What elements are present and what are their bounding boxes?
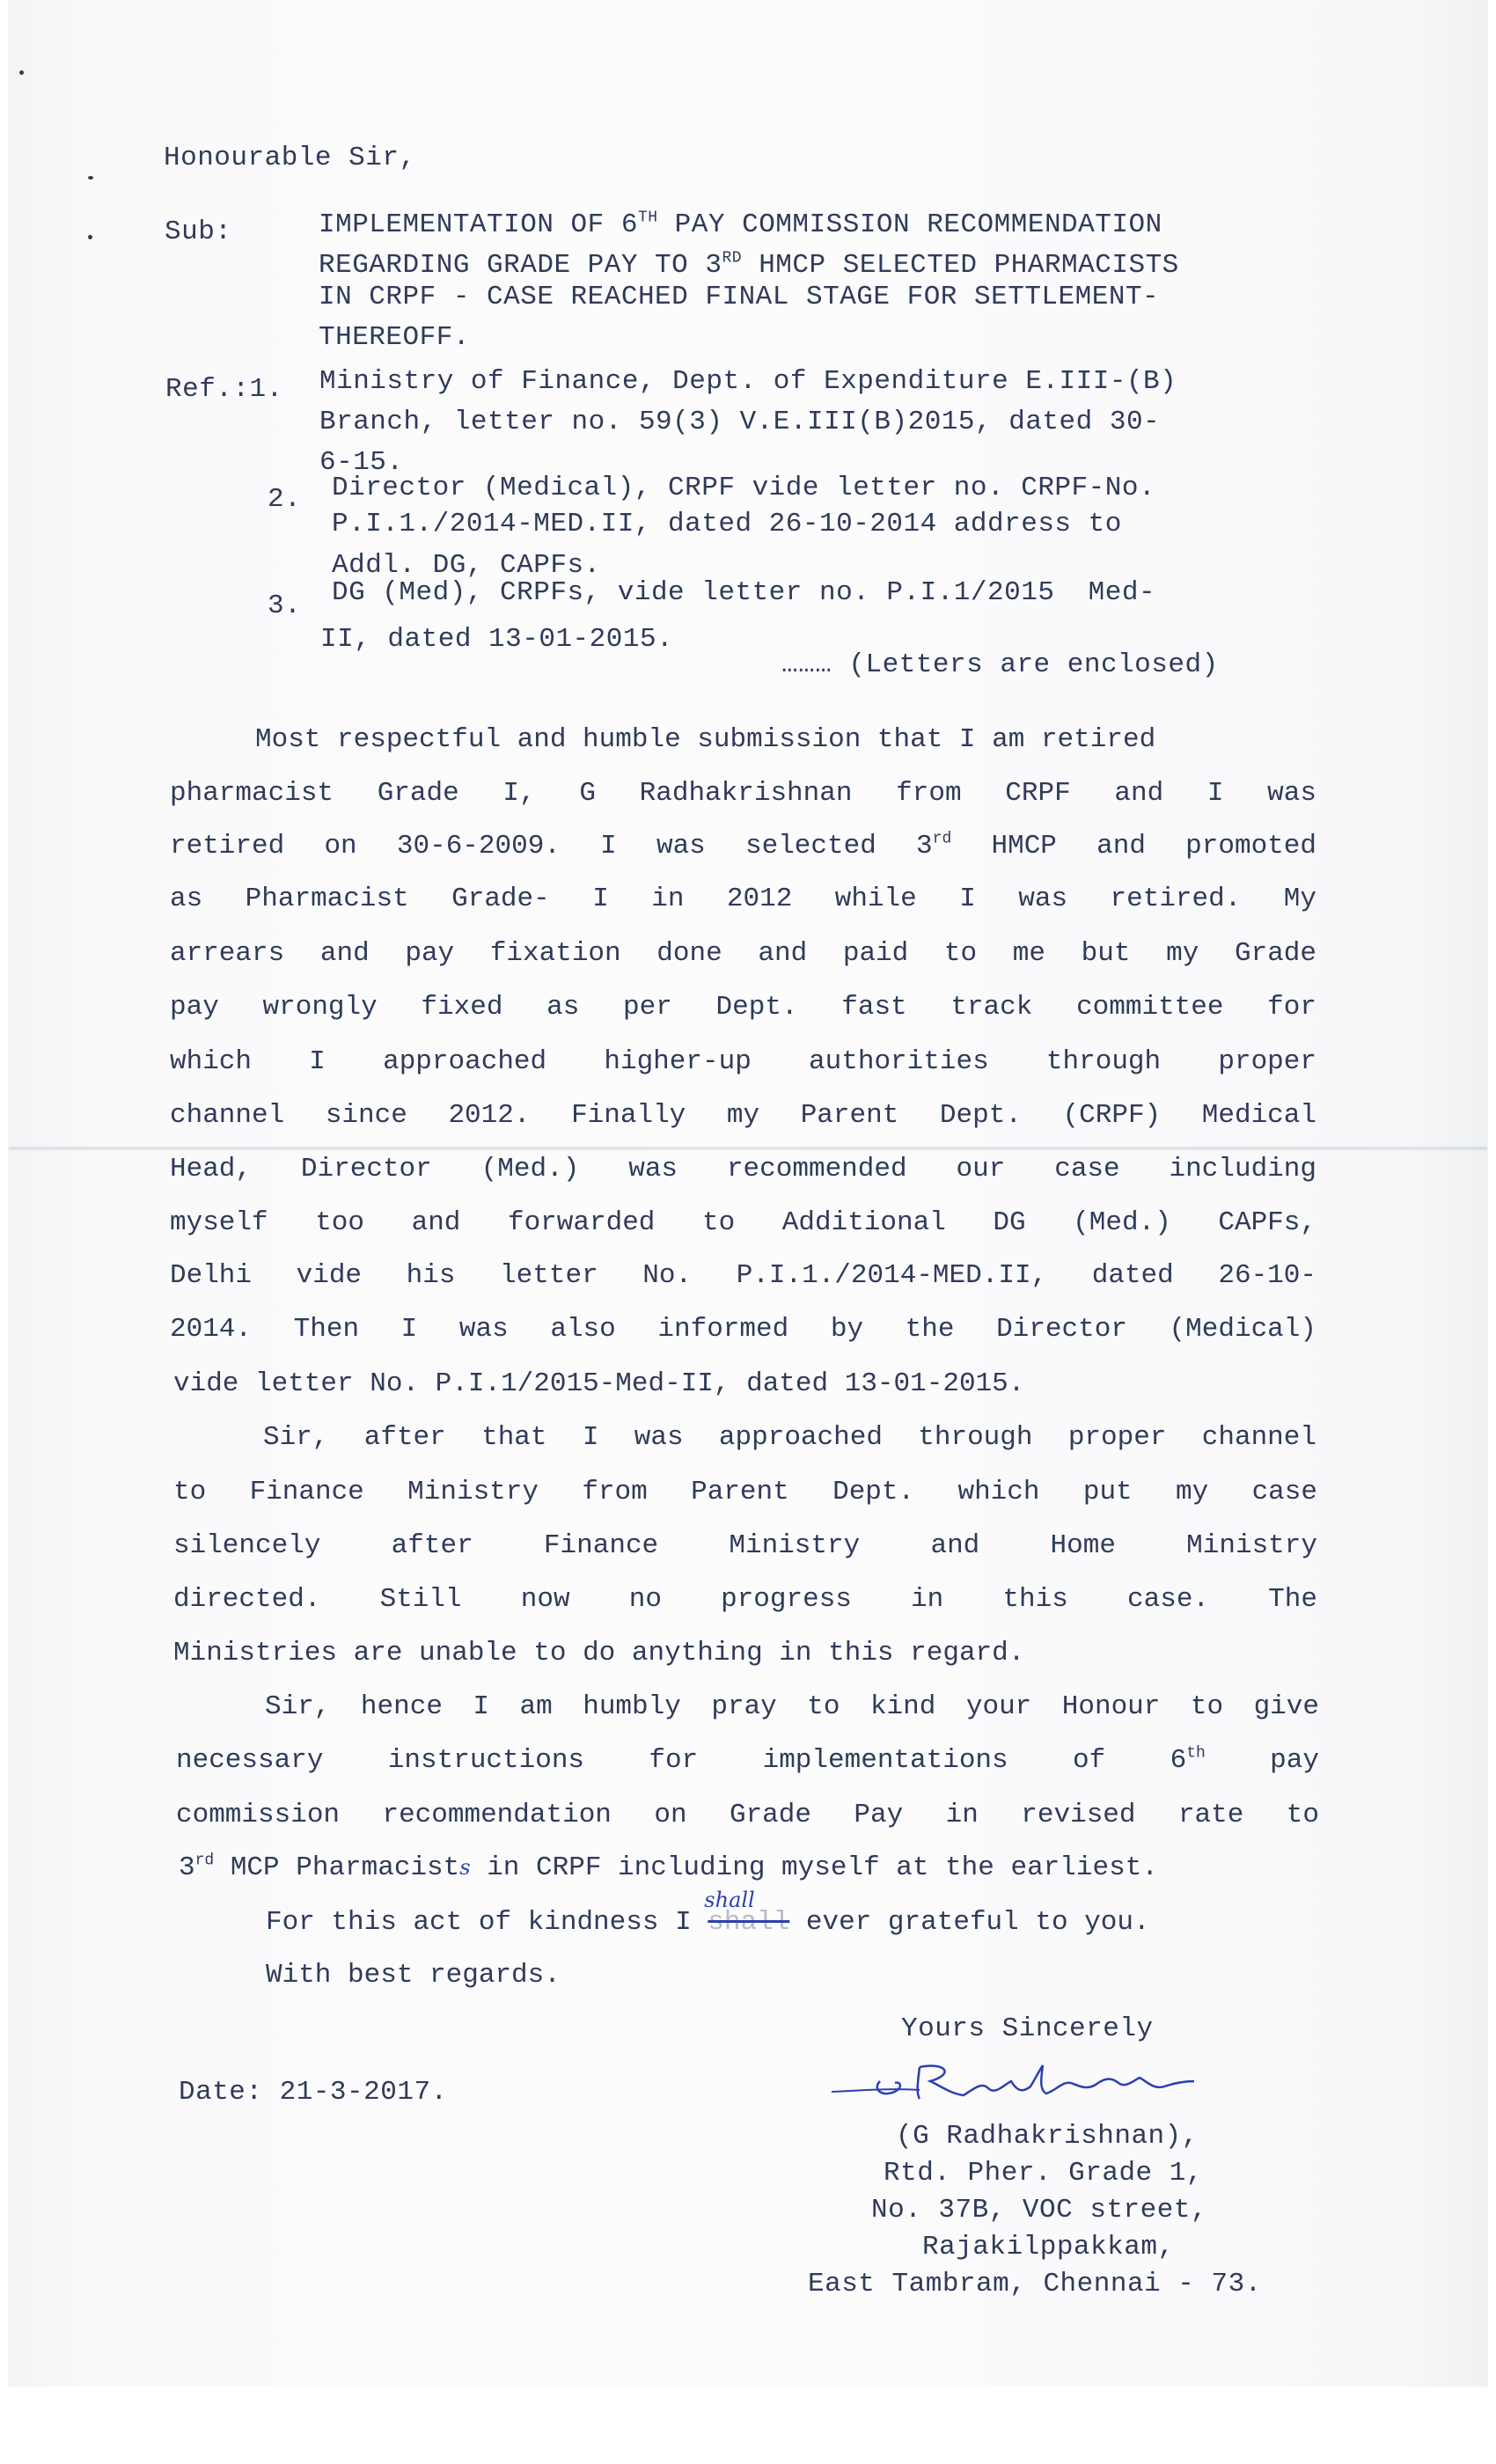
closing-phrase: Yours Sincerely — [901, 2013, 1154, 2044]
paper-fold-line — [9, 1146, 1487, 1151]
scan-speck — [88, 235, 92, 239]
reference-1-line-2: Branch, letter no. 59(3) V.E.III(B)2015, dated 30- — [319, 407, 1161, 437]
body-paragraph-2-line: Sir, after that I was approached through proper channel — [263, 1422, 1316, 1453]
reference-2-line-2: P.I.1./2014-MED.II, dated 26-10-2014 address to — [332, 509, 1122, 539]
reference-1-line-3: 6-15. — [319, 447, 404, 478]
struck-typed-word: shall — [708, 1907, 790, 1938]
subject-label: Sub: — [165, 216, 232, 247]
handwritten-s-insertion: s — [459, 1855, 471, 1880]
body-paragraph-2-line: directed. Still now no progress in this case. The — [173, 1584, 1317, 1615]
sender-address-line-1: No. 37B, VOC street, — [871, 2195, 1208, 2226]
body-paragraph-1-line: pharmacist Grade I, G Radhakrishnan from CRPF and I was — [170, 778, 1316, 809]
body-paragraph-1-line: pay wrongly fixed as per Dept. fast track committee for — [170, 992, 1316, 1023]
reference-2-line-3: Addl. DG, CAPFs. — [332, 550, 601, 581]
body-paragraph-2-line: to Finance Ministry from Parent Dept. which put my case — [173, 1477, 1317, 1507]
body-paragraph-2-line: silencely after Finance Ministry and Home Ministry — [173, 1530, 1317, 1561]
body-paragraph-1-line: Most respectful and humble submission that I am retired — [255, 724, 1156, 755]
body-paragraph-3-line: necessary instructions for implementations of 6th pay — [176, 1744, 1319, 1776]
scan-speck — [19, 70, 24, 75]
enclosure-note: ……… (Letters are enclosed) — [781, 649, 1219, 680]
scan-background — [9, 2387, 1487, 2464]
reference-3-line-1: DG (Med), CRPFs, vide letter no. P.I.1/2015 Med- — [332, 577, 1156, 608]
body-paragraph-5-line: With best regards. — [266, 1960, 561, 1991]
body-paragraph-1-line: retired on 30-6-2009. I was selected 3rd HMCP and promoted — [170, 830, 1316, 862]
letter-date: Date: 21-3-2017. — [179, 2077, 448, 2108]
sender-designation: Rtd. Pher. Grade 1, — [884, 2158, 1203, 2189]
body-paragraph-1-line: arrears and pay fixation done and paid to me but my Grade — [170, 938, 1316, 969]
reference-2-line-1: Director (Medical), CRPF vide letter no. CRPF-No. — [332, 473, 1156, 503]
body-paragraph-4-line: For this act of kindness I shall shall ever grateful to you. — [266, 1888, 1150, 1938]
handwritten-signature — [832, 2055, 1201, 2108]
reference-label: Ref.:1. — [165, 374, 283, 405]
reference-2-number: 2. — [268, 484, 302, 515]
subject-line-2: REGARDING GRADE PAY TO 3RD HMCP SELECTED PHARMACISTS — [319, 249, 1179, 281]
subject-line-3: IN CRPF - CASE REACHED FINAL STAGE FOR SETTLEMENT- — [319, 282, 1160, 312]
sender-address-line-2: Rajakilppakkam, — [922, 2232, 1175, 2262]
salutation: Honourable Sir, — [164, 143, 416, 173]
sender-address-line-3: East Tambram, Chennai - 73. — [808, 2269, 1262, 2299]
body-paragraph-2-line: Ministries are unable to do anything in this regard. — [173, 1638, 1025, 1668]
handwritten-correction: shall — [704, 1888, 755, 1912]
sender-name: (G Radhakrishnan), — [896, 2121, 1199, 2152]
reference-3-line-2: II, dated 13-01-2015. — [320, 624, 674, 655]
body-paragraph-1-line: which I approached higher-up authorities through proper — [170, 1046, 1316, 1077]
paper-sheet — [9, 0, 1487, 2387]
subject-line-1: IMPLEMENTATION OF 6TH PAY COMMISSION RECOMMENDATION — [319, 209, 1162, 240]
subject-line-4: THEREOFF. — [319, 322, 470, 353]
body-paragraph-3-line: commission recommendation on Grade Pay in revised rate to — [176, 1800, 1319, 1830]
body-paragraph-1-line: myself too and forwarded to Additional DG (Med.) CAPFs, — [170, 1207, 1316, 1238]
body-paragraph-1-line: vide letter No. P.I.1/2015-Med-II, dated 13-01-2015. — [173, 1368, 1025, 1399]
reference-1-line-1: Ministry of Finance, Dept. of Expenditure E.III-(B) — [319, 366, 1177, 397]
scan-speck — [88, 176, 93, 180]
body-paragraph-3-line: Sir, hence I am humbly pray to kind your Honour to give — [265, 1691, 1319, 1722]
body-paragraph-1-line: Head, Director (Med.) was recommended our case including — [170, 1154, 1316, 1184]
body-paragraph-1-line: Delhi vide his letter No. P.I.1./2014-MED.II, dated 26-10- — [170, 1260, 1316, 1291]
reference-3-number: 3. — [268, 590, 302, 621]
body-paragraph-3-line: 3rd MCP Pharmacists in CRPF including myself at the earliest. — [179, 1852, 1158, 1883]
body-paragraph-1-line: channel since 2012. Finally my Parent Dept. (CRPF) Medical — [170, 1100, 1316, 1131]
signature-scribble — [832, 2055, 1201, 2108]
body-paragraph-1-line: as Pharmacist Grade- I in 2012 while I was retired. My — [170, 884, 1316, 914]
body-paragraph-1-line: 2014. Then I was also informed by the Director (Medical) — [170, 1314, 1316, 1345]
